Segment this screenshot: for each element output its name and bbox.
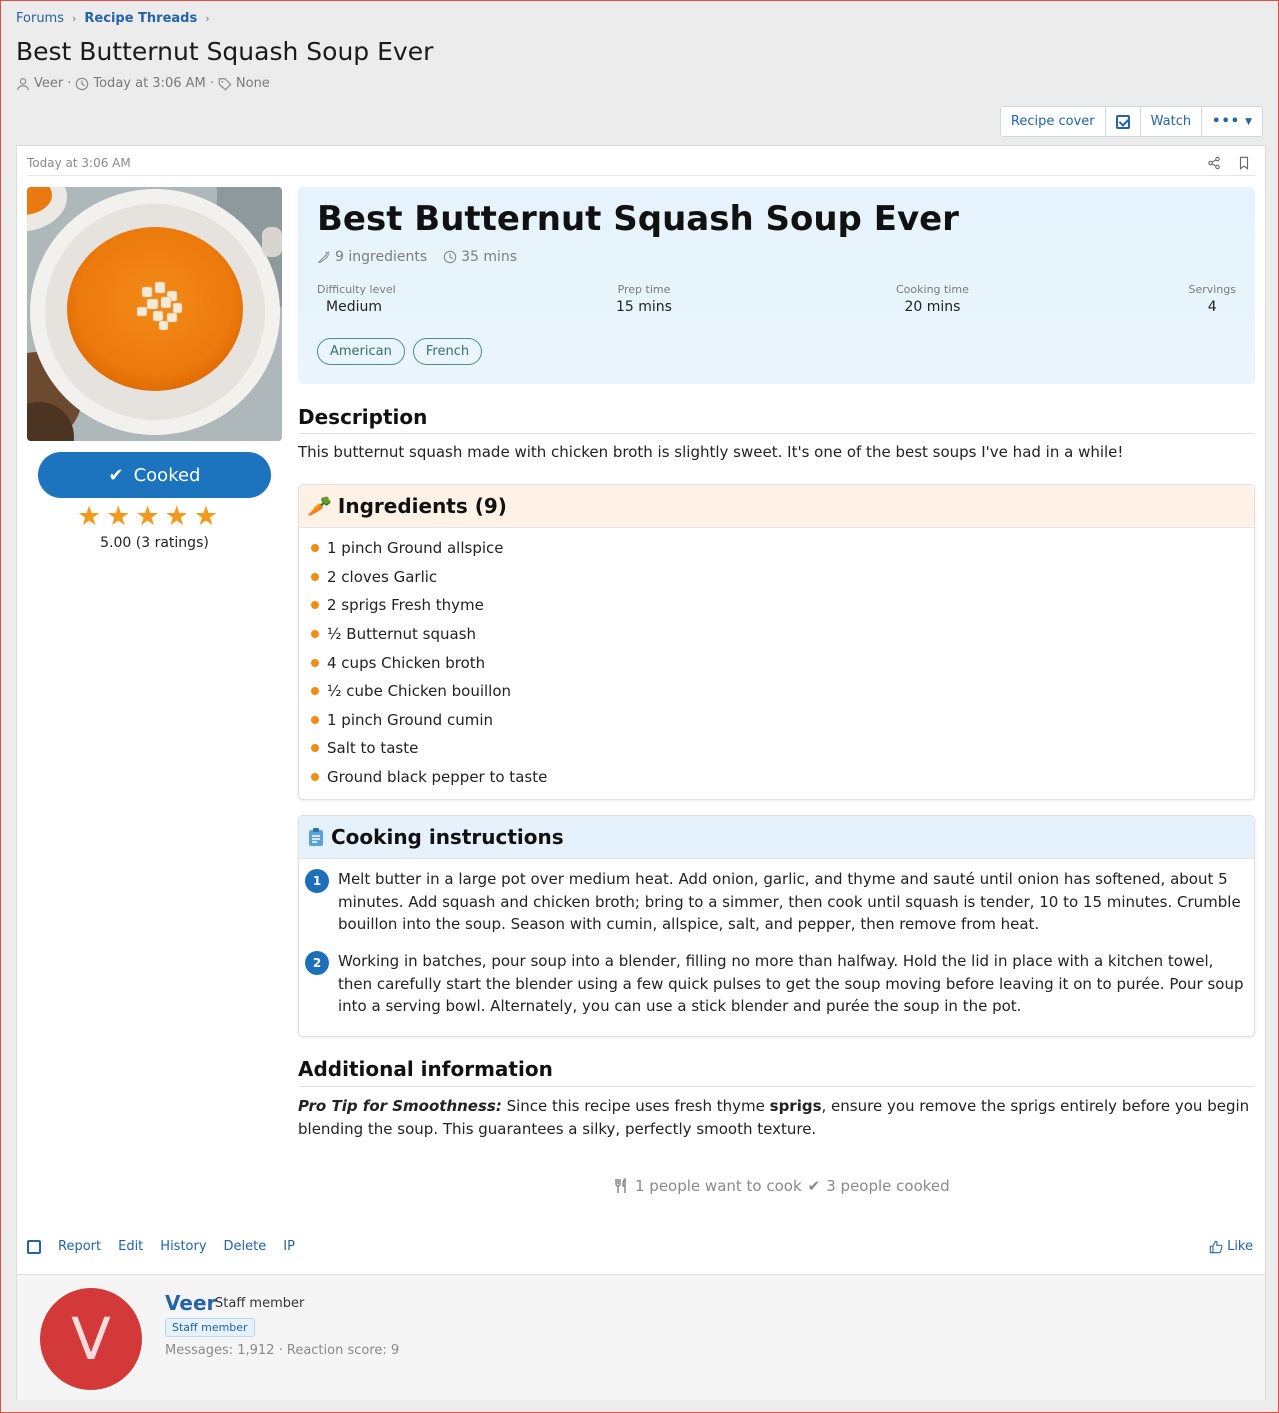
stat-value: 20 mins [904, 299, 961, 315]
list-item [311, 763, 1254, 792]
post-card [16, 145, 1266, 1400]
author-title: Staff member [215, 1296, 305, 1311]
stat-label: Prep time [617, 283, 671, 296]
description-heading: Description [298, 405, 428, 429]
list-item [311, 734, 1254, 763]
star-icon[interactable]: ★ [135, 501, 160, 532]
carrot-icon: 🥕 [307, 494, 332, 518]
delete-link[interactable]: Delete [223, 1239, 267, 1254]
bookmark-icon[interactable] [1237, 156, 1251, 170]
recipe-header [298, 187, 1255, 384]
post-date[interactable]: Today at 3:06 AM [27, 156, 131, 170]
pro-tip-label: Pro Tip for Smoothness: [298, 1097, 502, 1115]
thread-date[interactable]: Today at 3:06 AM [93, 76, 206, 91]
stat-value: 15 mins [616, 299, 672, 315]
user-icon [16, 77, 30, 91]
caret-down-icon: ▼ [1245, 116, 1252, 127]
recipe-quick-info [317, 249, 517, 265]
instruction-step [305, 868, 1245, 936]
recipe-title: Best Butternut Squash Soup Ever [317, 199, 959, 239]
thread-author[interactable]: Veer [34, 76, 64, 91]
author-name[interactable]: Veer [165, 1291, 217, 1315]
breadcrumb [16, 11, 210, 26]
rating-stars[interactable] [77, 502, 218, 532]
cuisine-tags [317, 338, 482, 365]
tag-icon [218, 77, 232, 91]
star-icon[interactable]: ★ [77, 501, 102, 532]
people-cooked-count[interactable]: 3 people cooked [826, 1177, 950, 1195]
recipe-photo[interactable] [27, 187, 282, 441]
list-item [311, 648, 1254, 677]
tip-text: Since this recipe uses fresh thyme [501, 1097, 770, 1115]
bullet-icon [311, 687, 319, 695]
tag-french[interactable]: French [413, 338, 482, 365]
stat-difficulty [317, 283, 396, 315]
page-title: Best Butternut Squash Soup Ever [16, 37, 434, 66]
thread-meta: Veer · Today at 3:06 AM · None [16, 76, 270, 91]
bullet-icon [311, 744, 319, 752]
double-check-icon: ✔ [108, 464, 124, 486]
report-link[interactable]: Report [58, 1239, 102, 1254]
author-block [17, 1274, 1265, 1400]
ip-link[interactable]: IP [283, 1239, 295, 1254]
thumbs-up-icon [1209, 1240, 1223, 1254]
stat-prep-time [616, 283, 672, 315]
ingredient-text: Salt to taste [327, 739, 419, 758]
list-item [311, 620, 1254, 649]
bullet-icon [311, 773, 319, 781]
stat-value: 4 [1207, 299, 1217, 315]
ingredients-box [298, 484, 1255, 800]
ingredient-text: Ground black pepper to taste [327, 768, 548, 787]
additional-text [298, 1095, 1255, 1140]
total-time: 35 mins [461, 249, 518, 265]
tag-american[interactable]: American [317, 338, 405, 365]
recipe-cover-button[interactable]: Recipe cover [1001, 107, 1106, 136]
want-to-cook-count[interactable]: 1 people want to cook [635, 1177, 802, 1195]
more-options-button[interactable] [1202, 107, 1262, 136]
list-item [311, 591, 1254, 620]
bullet-icon [311, 601, 319, 609]
ingredients-list [299, 528, 1254, 791]
step-number: 2 [305, 951, 329, 975]
breadcrumb-forums[interactable]: Forums [16, 11, 64, 26]
list-item [311, 706, 1254, 735]
post-header [27, 156, 1255, 176]
select-thread-button[interactable] [1106, 107, 1141, 136]
cook-stats [613, 1177, 950, 1195]
utensils-icon [613, 1178, 629, 1194]
history-link[interactable]: History [160, 1239, 207, 1254]
additional-heading: Additional information [298, 1057, 553, 1081]
list-item [311, 677, 1254, 706]
bullet-icon [311, 659, 319, 667]
stat-label: Cooking time [896, 283, 969, 296]
thread-tags: None [235, 76, 270, 91]
clock-icon [75, 77, 89, 91]
star-icon[interactable]: ★ [193, 501, 219, 532]
bullet-icon [311, 716, 319, 724]
double-check-icon: ✔ [807, 1177, 821, 1195]
post-actions [27, 1239, 295, 1254]
ingredient-text: 4 cups Chicken broth [327, 653, 486, 672]
instructions-title: Cooking instructions [331, 825, 564, 849]
stat-cooking-time [896, 283, 969, 315]
ingredient-text: 2 sprigs Fresh thyme [327, 596, 484, 615]
watch-button[interactable]: Watch [1141, 107, 1202, 136]
like-button[interactable] [1209, 1239, 1253, 1254]
description-text: This butternut squash made with chicken broth is slightly sweet. It's one of the best soups I've had in a while! [298, 443, 1124, 461]
ingredient-text: ½ Butternut squash [327, 625, 477, 644]
like-label: Like [1227, 1239, 1253, 1254]
checkbox-icon [1116, 115, 1130, 129]
list-item [311, 534, 1254, 563]
instruction-step [305, 950, 1245, 1018]
cooked-label: Cooked [133, 464, 201, 486]
step-text: Melt butter in a large pot over medium heat. Add onion, garlic, and thyme and sauté until onion has softened, about 5 minutes. Add squash and chicken broth; bring to a simmer, then cook until squash is tender, 10 to 15 minutes. Crumble bouillon into the soup. Season with cumin, allspice, salt, and pepper, then remove from heat. [338, 870, 1241, 933]
thread-actions [1000, 106, 1263, 137]
stat-label: Difficulty level [317, 283, 396, 296]
staff-badge: Staff member [165, 1318, 255, 1337]
more-icon: ••• [1212, 114, 1241, 129]
cooked-button[interactable] [38, 452, 271, 498]
carrot-icon [317, 250, 331, 264]
ingredients-title: Ingredients (9) [337, 494, 507, 518]
ingredient-count: 9 ingredients [335, 249, 428, 265]
stat-value: Medium [326, 299, 382, 315]
instructions-box [298, 815, 1255, 1037]
ingredient-text: ½ cube Chicken bouillon [327, 682, 512, 701]
stat-servings [1188, 283, 1236, 315]
breadcrumb-recipe-threads[interactable]: Recipe Threads [84, 11, 198, 26]
ingredient-text: 1 pinch Ground cumin [327, 710, 494, 729]
bullet-icon [311, 573, 319, 581]
star-icon[interactable]: ★ [164, 501, 189, 532]
ingredient-text: 1 pinch Ground allspice [327, 539, 504, 558]
step-number: 1 [305, 869, 329, 893]
star-icon[interactable]: ★ [106, 501, 131, 532]
avatar[interactable]: V [40, 1288, 142, 1390]
soup-image [27, 187, 282, 441]
clock-icon [443, 250, 457, 264]
ingredient-text: 2 cloves Garlic [327, 567, 438, 586]
edit-link[interactable]: Edit [118, 1239, 144, 1254]
share-icon[interactable] [1207, 156, 1221, 170]
chevron-right-icon: › [72, 12, 77, 25]
tip-bold: sprigs [769, 1097, 822, 1115]
rating-summary: 5.00 (3 ratings) [100, 535, 209, 551]
stat-label: Servings [1188, 283, 1236, 296]
divider [298, 1086, 1255, 1087]
author-stats: Messages: 1,912 · Reaction score: 9 [165, 1343, 400, 1358]
bullet-icon [311, 544, 319, 552]
bullet-icon [311, 630, 319, 638]
clipboard-icon [307, 827, 325, 847]
step-text: Working in batches, pour soup into a blender, filling no more than halfway. Hold the lid in place with a kitchen towel, then carefully start the blender using a few quick pulses to get the soup moving before leaving it on to purée. Pour soup into a serving bowl. Alternately, you can use a stick blender and purée the soup in the pot. [338, 952, 1244, 1015]
divider [298, 433, 1255, 434]
select-post-checkbox[interactable] [27, 1240, 41, 1254]
tip-text: , ensure you remove the sprigs entirely before you begin blending the soup. This guarantees a silky, perfectly smooth texture. [298, 1097, 1250, 1138]
instructions-header [299, 816, 1254, 859]
ingredients-header [299, 485, 1254, 528]
list-item [311, 563, 1254, 592]
chevron-right-icon: › [205, 12, 210, 25]
